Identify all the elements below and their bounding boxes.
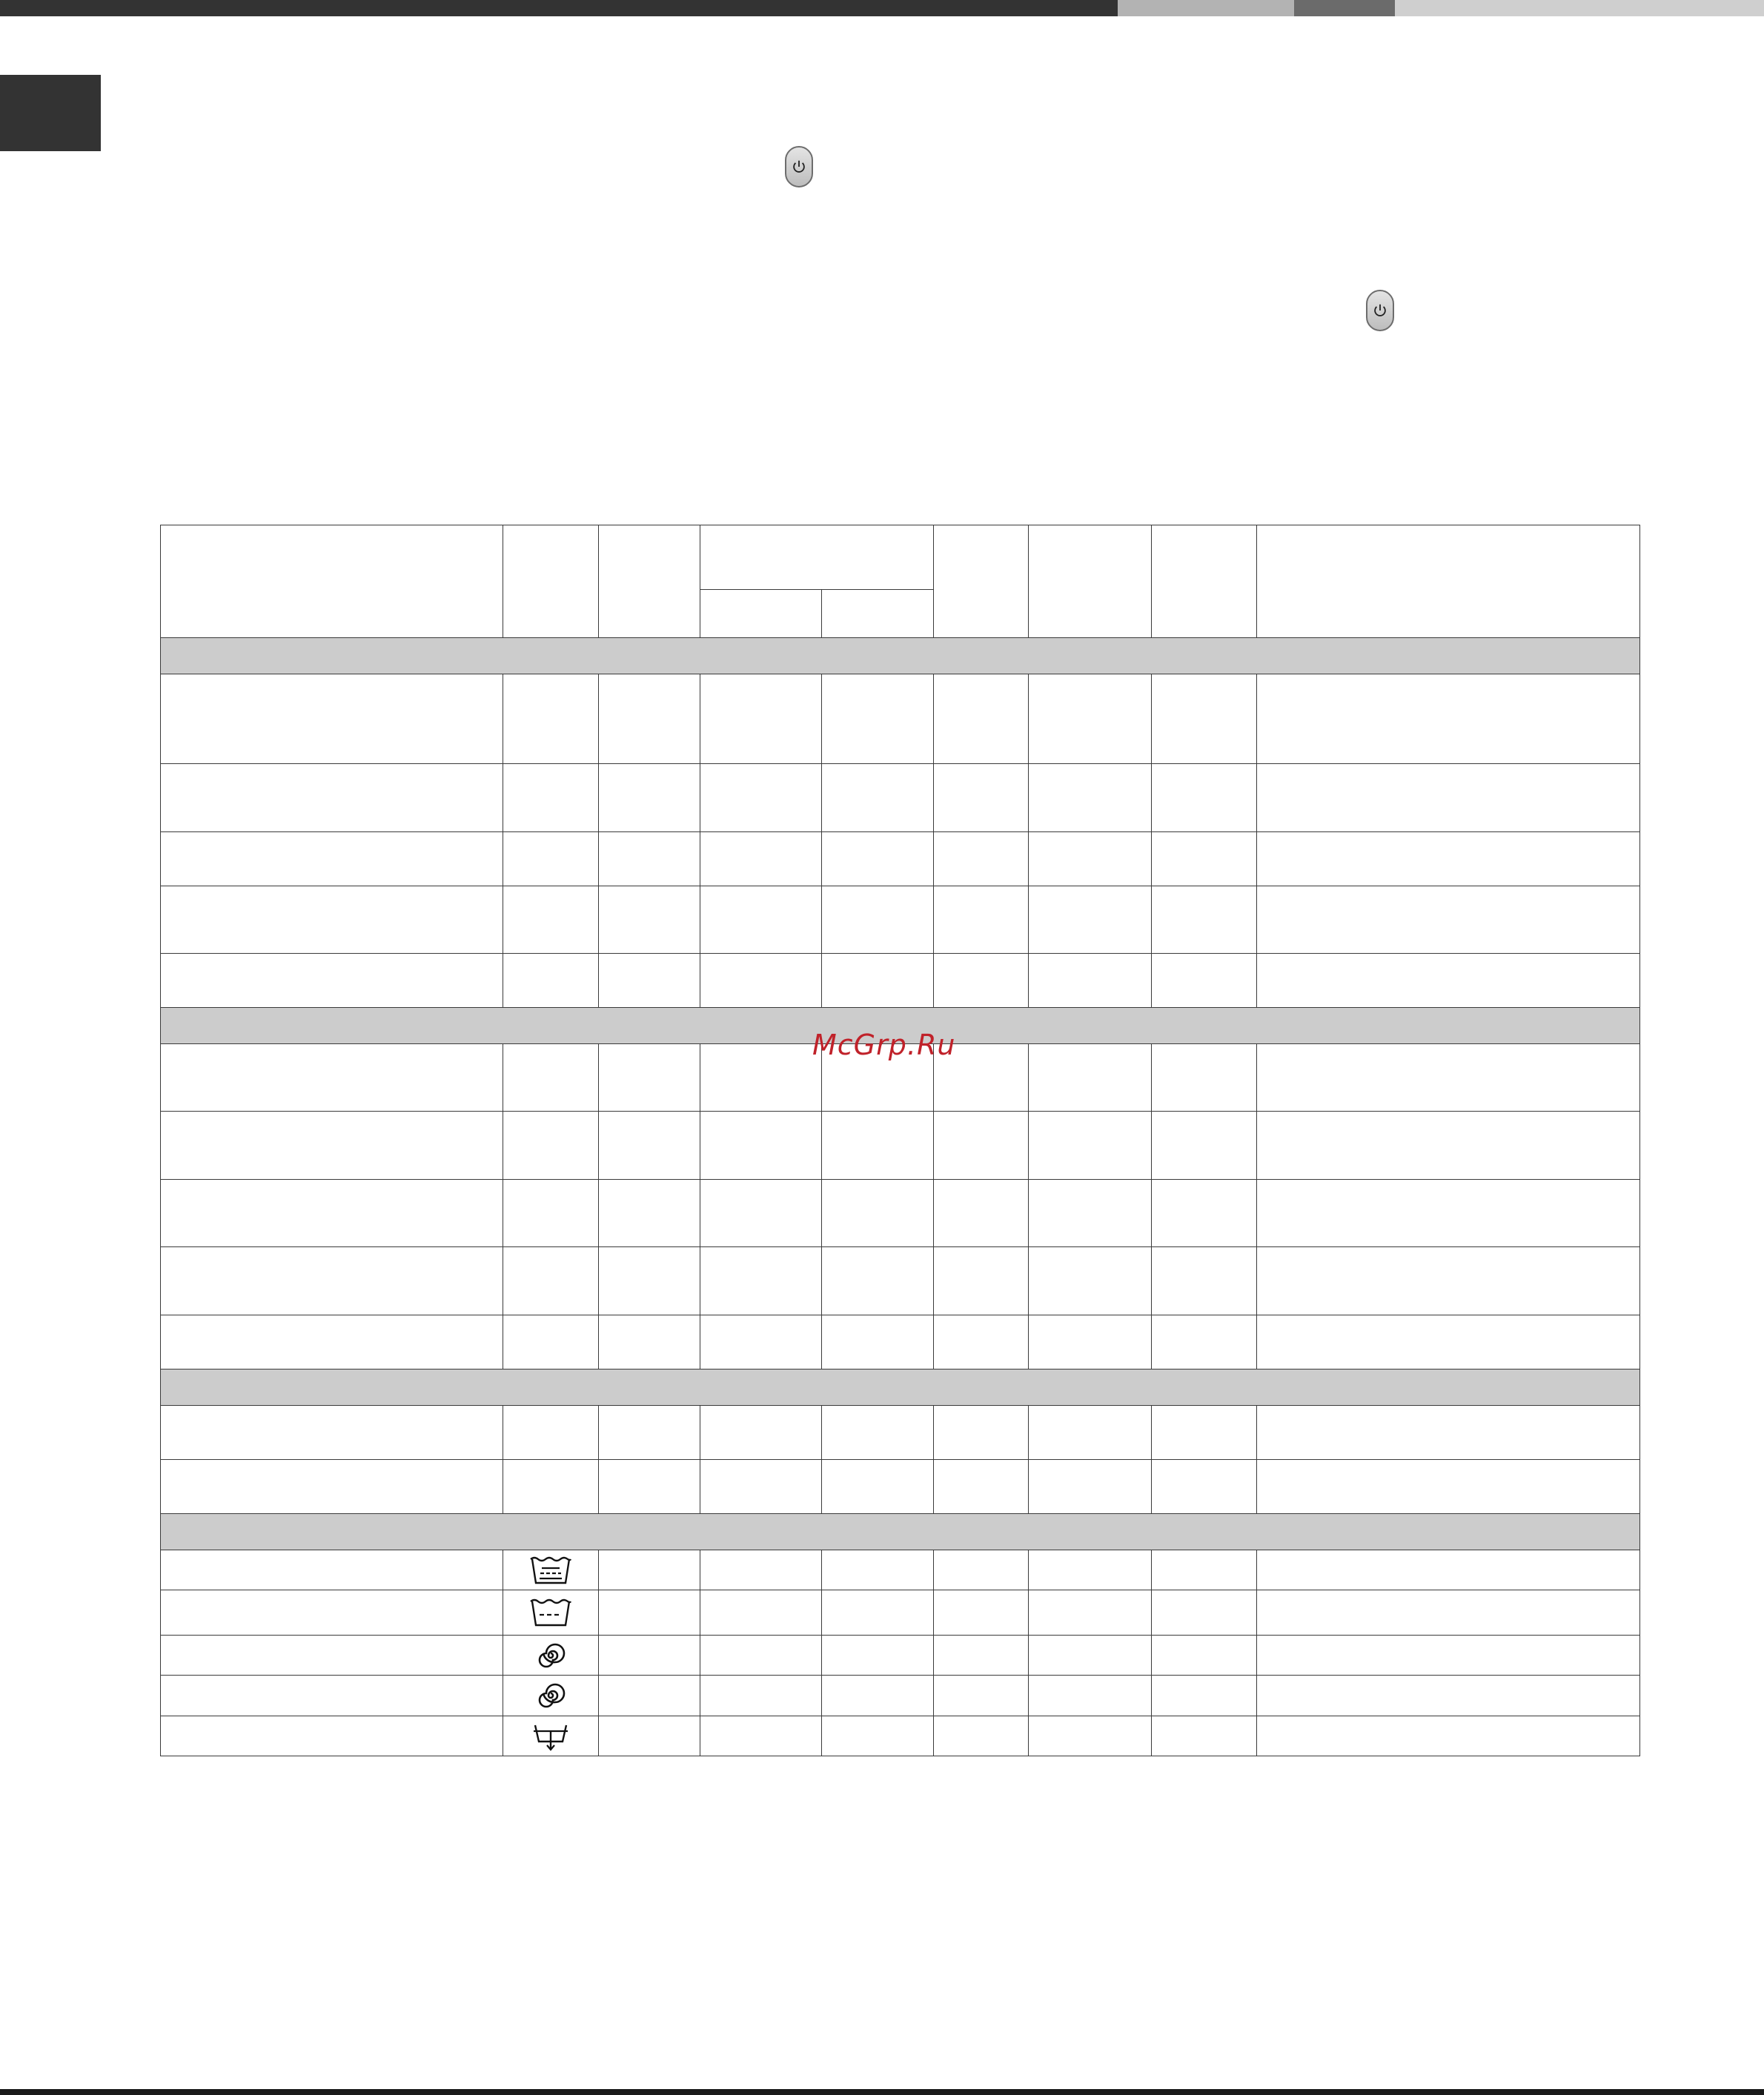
table-cell: [822, 1180, 934, 1247]
table-cell: [934, 1247, 1029, 1315]
table-cell: [822, 1550, 934, 1590]
table-cell: [1029, 1044, 1152, 1112]
table-cell: [161, 1180, 503, 1247]
programme-table: [160, 525, 1640, 1756]
table-cell: [1257, 832, 1640, 886]
table-cell: [934, 1460, 1029, 1514]
table-cell: [503, 764, 599, 832]
top-bar-light-segment: [1118, 0, 1294, 16]
table-cell: [599, 1460, 700, 1514]
table-cell: [934, 1180, 1029, 1247]
wash-tub-dashes-icon: [528, 1597, 573, 1628]
table-cell: [161, 1676, 503, 1716]
table-cell: [1257, 1315, 1640, 1369]
table-cell: [1029, 954, 1152, 1008]
table-cell: [1029, 1550, 1152, 1590]
table-row: [161, 1112, 1640, 1180]
table-cell: [503, 1315, 599, 1369]
table-cell: [934, 1112, 1029, 1180]
table-row: [161, 1180, 1640, 1247]
table-header-row: [161, 525, 1640, 590]
table-cell: [1152, 1247, 1257, 1315]
table-cell: [822, 1590, 934, 1636]
table-cell: [1152, 832, 1257, 886]
table-cell: [503, 1044, 599, 1112]
table-cell: [161, 1636, 503, 1676]
drain-tub-cell: [503, 1716, 599, 1756]
table-cell: [1029, 886, 1152, 954]
table-cell: [1257, 1112, 1640, 1180]
table-cell: [1152, 1044, 1257, 1112]
table-row: [161, 764, 1640, 832]
table-cell: [503, 886, 599, 954]
table-cell: [700, 1044, 822, 1112]
table-cell: [700, 954, 822, 1008]
wash-tub-bars-icon: [528, 1555, 573, 1586]
table-cell: [1257, 1636, 1640, 1676]
table-cell: [161, 1247, 503, 1315]
table-cell: [1029, 1590, 1152, 1636]
header-cell: [934, 525, 1029, 638]
table-row: [161, 1636, 1640, 1676]
table-cell: [503, 1180, 599, 1247]
table-cell: [934, 832, 1029, 886]
table-cell: [1257, 1180, 1640, 1247]
section-title: [161, 1514, 1640, 1550]
table-cell: [934, 1550, 1029, 1590]
top-bar-dark-segment: [0, 0, 1118, 16]
table-cell: [1257, 1676, 1640, 1716]
drain-tub-icon: [532, 1721, 569, 1752]
table-cell: [822, 954, 934, 1008]
table-cell: [1152, 1112, 1257, 1180]
table-row: [161, 674, 1640, 764]
power-button[interactable]: [785, 146, 813, 187]
table-cell: [934, 1406, 1029, 1460]
wash-tub-dashes-cell: [503, 1590, 599, 1636]
table-cell: [822, 674, 934, 764]
table-cell: [599, 764, 700, 832]
table-cell: [1152, 1716, 1257, 1756]
table-cell: [700, 1676, 822, 1716]
header-cell: [161, 525, 503, 638]
table-cell: [161, 764, 503, 832]
table-cell: [599, 1636, 700, 1676]
header-cell: [599, 525, 700, 638]
table-cell: [1029, 1716, 1152, 1756]
table-row: [161, 1676, 1640, 1716]
table-row: [161, 832, 1640, 886]
table-cell: [161, 1590, 503, 1636]
table-cell: [599, 1044, 700, 1112]
table-cell: [1257, 1247, 1640, 1315]
table-row: [161, 954, 1640, 1008]
table-cell: [599, 1590, 700, 1636]
table-cell: [503, 1247, 599, 1315]
table-cell: [161, 1550, 503, 1590]
table-cell: [934, 764, 1029, 832]
table-cell: [934, 1676, 1029, 1716]
table-cell: [1257, 764, 1640, 832]
table-cell: [1029, 1247, 1152, 1315]
table-cell: [503, 1112, 599, 1180]
table-cell: [1152, 1636, 1257, 1676]
table-cell: [700, 1460, 822, 1514]
table-cell: [1029, 1406, 1152, 1460]
table-cell: [700, 1716, 822, 1756]
table-cell: [599, 674, 700, 764]
language-tab: [0, 75, 101, 151]
header-cell: [503, 525, 599, 638]
table-cell: [1152, 674, 1257, 764]
table-cell: [1152, 954, 1257, 1008]
table-cell: [1257, 674, 1640, 764]
table-cell: [934, 954, 1029, 1008]
table-cell: [700, 1550, 822, 1590]
table-cell: [1029, 1180, 1152, 1247]
header-group-cell: [700, 525, 934, 590]
table-cell: [599, 1550, 700, 1590]
table-row: [161, 1460, 1640, 1514]
table-cell: [161, 1716, 503, 1756]
table-cell: [700, 1315, 822, 1369]
table-cell: [700, 886, 822, 954]
table-cell: [700, 1590, 822, 1636]
table-cell: [1257, 1716, 1640, 1756]
table-cell: [1152, 764, 1257, 832]
table-cell: [1152, 1406, 1257, 1460]
table-cell: [599, 1247, 700, 1315]
table-cell: [822, 1676, 934, 1716]
table-cell: [599, 1180, 700, 1247]
table-row: [161, 1315, 1640, 1369]
table-cell: [700, 1406, 822, 1460]
table-cell: [161, 1315, 503, 1369]
table-cell: [503, 1460, 599, 1514]
table-cell: [599, 954, 700, 1008]
table-cell: [1029, 1636, 1152, 1676]
top-bar-pale-segment: [1395, 0, 1764, 16]
table-cell: [934, 1636, 1029, 1676]
table-cell: [700, 1112, 822, 1180]
table-cell: [934, 1590, 1029, 1636]
table-row: [161, 1247, 1640, 1315]
table-cell: [503, 674, 599, 764]
table-cell: [934, 674, 1029, 764]
table-row: [161, 886, 1640, 954]
table-cell: [822, 1112, 934, 1180]
table-cell: [1152, 886, 1257, 954]
table-cell: [1257, 1550, 1640, 1590]
table-cell: [1257, 1044, 1640, 1112]
table-cell: [1152, 1460, 1257, 1514]
table-cell: [1029, 1676, 1152, 1716]
table-cell: [1029, 674, 1152, 764]
table-section-row: [161, 638, 1640, 674]
table-cell: [822, 1636, 934, 1676]
table-cell: [822, 1406, 934, 1460]
table-cell: [822, 1247, 934, 1315]
table-cell: [161, 954, 503, 1008]
spin-spiral-icon: [534, 1679, 567, 1712]
table-cell: [161, 1044, 503, 1112]
table-cell: [599, 1315, 700, 1369]
table-cell: [1029, 1112, 1152, 1180]
table-cell: [1152, 1315, 1257, 1369]
table-cell: [822, 1315, 934, 1369]
table-cell: [822, 832, 934, 886]
watermark: McGrp.Ru: [812, 1029, 956, 1061]
table-cell: [1152, 1180, 1257, 1247]
table-cell: [700, 764, 822, 832]
top-color-bar: [0, 0, 1764, 16]
section-title: [161, 1369, 1640, 1406]
table-cell: [161, 832, 503, 886]
table-cell: [822, 1716, 934, 1756]
table-cell: [1152, 1676, 1257, 1716]
subheader-cell: [700, 590, 822, 638]
wash-tub-bars-cell: [503, 1550, 599, 1590]
power-icon: [1372, 302, 1388, 319]
table-cell: [1029, 1460, 1152, 1514]
table-section-row: [161, 1369, 1640, 1406]
table-cell: [1029, 1315, 1152, 1369]
table-cell: [599, 1676, 700, 1716]
table-cell: [161, 1406, 503, 1460]
table-cell: [161, 886, 503, 954]
table-cell: [1257, 954, 1640, 1008]
spin-spiral-cell: [503, 1676, 599, 1716]
table-cell: [599, 1716, 700, 1756]
power-button[interactable]: [1366, 290, 1394, 331]
table-cell: [934, 886, 1029, 954]
table-cell: [934, 1315, 1029, 1369]
top-bar-mid-segment: [1294, 0, 1395, 16]
table-row: [161, 1716, 1640, 1756]
table-cell: [700, 1247, 822, 1315]
table-row: [161, 1590, 1640, 1636]
table-cell: [599, 832, 700, 886]
table-cell: [161, 674, 503, 764]
table-section-row: [161, 1514, 1640, 1550]
section-title: [161, 638, 1640, 674]
power-icon: [791, 159, 807, 175]
table-cell: [1257, 1590, 1640, 1636]
table-cell: [1029, 764, 1152, 832]
table-cell: [1257, 886, 1640, 954]
header-cell: [1029, 525, 1152, 638]
table-cell: [1152, 1590, 1257, 1636]
table-cell: [700, 832, 822, 886]
header-cell: [1152, 525, 1257, 638]
header-cell: [1257, 525, 1640, 638]
table-row: [161, 1406, 1640, 1460]
table-cell: [503, 1406, 599, 1460]
table-cell: [161, 1112, 503, 1180]
table-cell: [822, 764, 934, 832]
table-cell: [700, 1180, 822, 1247]
table-cell: [599, 1406, 700, 1460]
table-cell: [1257, 1406, 1640, 1460]
table-cell: [1029, 832, 1152, 886]
subheader-cell: [822, 590, 934, 638]
table-cell: [599, 1112, 700, 1180]
table-cell: [599, 886, 700, 954]
table-cell: [822, 1460, 934, 1514]
table-cell: [1257, 1460, 1640, 1514]
table-cell: [503, 954, 599, 1008]
spin-spiral-icon: [534, 1639, 567, 1672]
table-row: [161, 1550, 1640, 1590]
table-cell: [161, 1460, 503, 1514]
table-cell: [1152, 1550, 1257, 1590]
table-cell: [934, 1716, 1029, 1756]
table-cell: [700, 674, 822, 764]
table-cell: [700, 1636, 822, 1676]
bottom-rule: [0, 2089, 1764, 2095]
table-cell: [822, 886, 934, 954]
table-cell: [503, 832, 599, 886]
spin-spiral-cell: [503, 1636, 599, 1676]
